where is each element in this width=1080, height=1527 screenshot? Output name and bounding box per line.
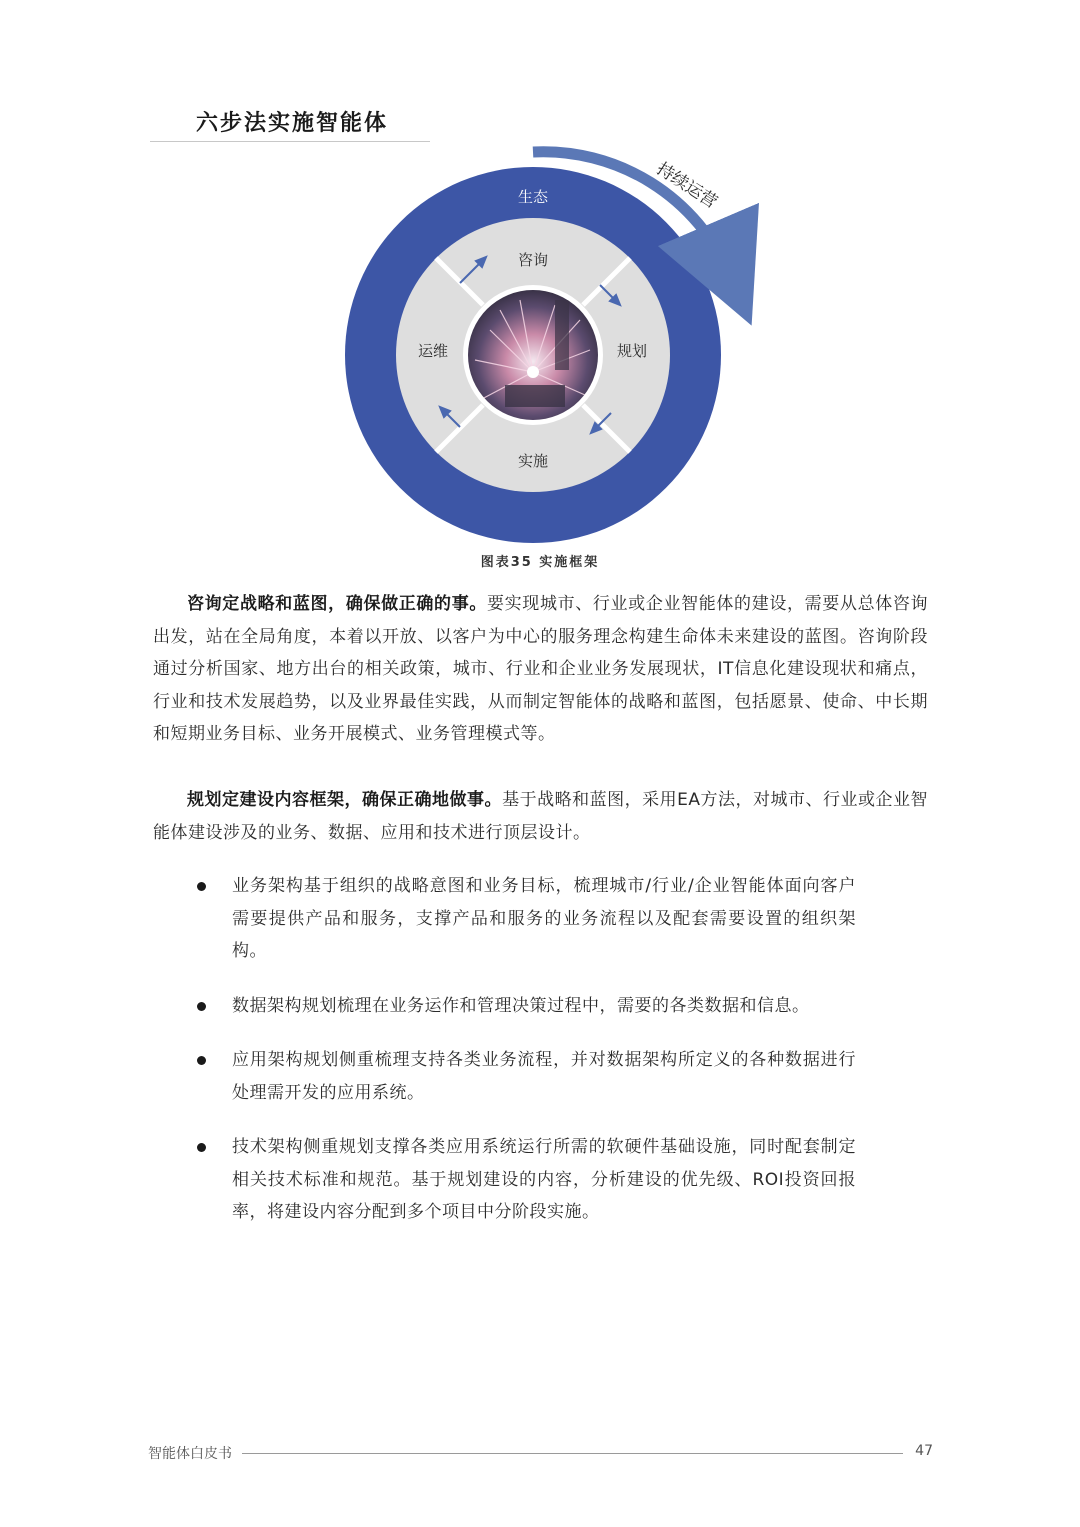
- list-item-application-architecture: [196, 1044, 856, 1109]
- paragraph-planning: [153, 784, 928, 849]
- bullet-icon: [197, 1002, 206, 1011]
- list-item-text: 业务架构基于组织的战略意图和业务目标，梳理城市/行业/企业智能体面向客户需要提供产品和服务，支撑产品和服务的业务流程以及配套需要设置的组织架构。: [232, 876, 856, 961]
- figure-caption: 图表35 实施框架: [480, 555, 600, 570]
- step-plan-label: 规划: [616, 343, 648, 360]
- step-consult-label: 咨询: [517, 252, 549, 269]
- page-number: 47: [915, 1443, 933, 1459]
- list-item-business-architecture: [196, 870, 856, 968]
- footer-divider: [242, 1453, 903, 1454]
- bullet-icon: [197, 1143, 206, 1152]
- bullet-icon: [197, 882, 206, 891]
- list-item-data-architecture: [196, 990, 856, 1023]
- step-implement-label: 实施: [517, 453, 549, 470]
- paragraph-consulting: [153, 588, 928, 751]
- paragraph-body: 要实现城市、行业或企业智能体的建设，需要从总体咨询出发，站在全局角度，本着以开放、以客户为中心的服务理念构建生命体未来建设的蓝图。咨询阶段通过分析国家、地方出台的相关政策，城市、行业和企业业务发展现状，IT信息化建设现状和痛点，行业和技术发展趋势，以及业界最佳实践，从而制定智能体的战略和蓝图，包括愿景、使命、中长期和短期业务目标、业务开展模式、业务管理模式等。: [153, 594, 929, 744]
- outer-ring-label: 生态: [517, 189, 549, 206]
- arc-label: 持续运营: [653, 158, 721, 212]
- list-item-text: 应用架构规划侧重梳理支持各类业务流程，并对数据架构所定义的各种数据进行处理需开发的应用系统。: [232, 1050, 856, 1103]
- list-item-text: 数据架构规划梳理在业务运作和管理决策过程中，需要的各类数据和信息。: [232, 995, 810, 1016]
- implementation-framework-diagram: [320, 140, 760, 560]
- step-operate-label: 运维: [417, 343, 449, 360]
- paragraph-lead: 规划定建设内容框架，确保正确地做事。: [187, 790, 503, 810]
- footer-title: 智能体白皮书: [148, 1446, 232, 1462]
- list-item-technology-architecture: [196, 1131, 856, 1229]
- architecture-list: [196, 870, 856, 1251]
- section-title: 六步法实施智能体: [196, 111, 389, 136]
- bullet-icon: [197, 1056, 206, 1065]
- list-item-text: 技术架构侧重规划支撑各类应用系统运行所需的软硬件基础设施，同时配套制定相关技术标准和规范。基于规划建设的内容，分析建设的优先级、ROI投资回报率，将建设内容分配到多个项目中分阶段实施。: [232, 1137, 856, 1222]
- paragraph-body: 基于战略和蓝图，采用EA方法，对城市、行业或企业智能体建设涉及的业务、数据、应用和技术进行顶层设计。: [153, 790, 929, 843]
- paragraph-lead: 咨询定战略和蓝图，确保做正确的事。: [187, 594, 487, 614]
- welding-photo: [468, 290, 598, 420]
- page-footer: [148, 1443, 933, 1463]
